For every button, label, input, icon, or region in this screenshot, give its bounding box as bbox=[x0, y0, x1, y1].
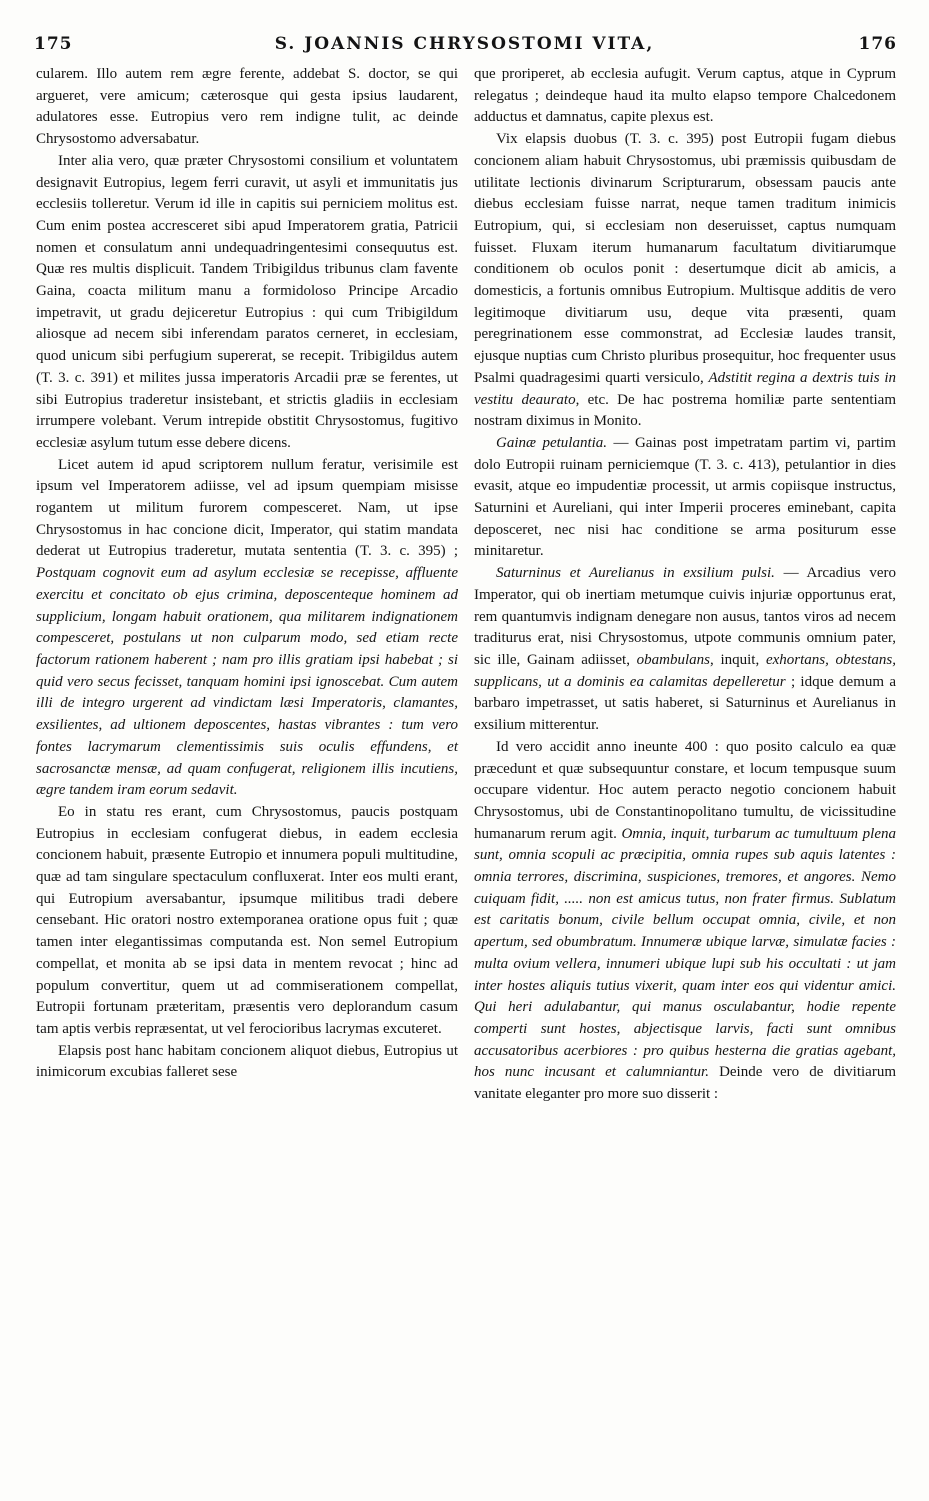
paragraph-text: ; idque demum a barbaro impetrasset, ut satis haberet, si Saturninus et Aurelianus in exsilium mitterentur. bbox=[474, 673, 896, 734]
paragraph: cularem. Illo autem rem ægre ferente, addebat S. doctor, se qui argueret, vere amicum; cæterosque qui gesta ipsius laudarent, adulatores esse. Eutropius vero rem indigne tulit, ac deinde Chrysostomo adversabatur. bbox=[36, 66, 458, 148]
paragraph bbox=[474, 737, 896, 1106]
paragraph-text: Id vero accidit anno ineunte 400 : quo posito calculo ea quæ præcedunt et quæ subsequuntur constare, et locum tempusque suum occupare videntur. Hoc autem peracto negotio concionem habuit Chrysostomus, ubi de Constantinopolitano tumultu, de vicissitudine humanarum rerum agit. bbox=[474, 738, 896, 842]
paragraph bbox=[36, 455, 458, 802]
quotation-italic: obambulans bbox=[636, 651, 710, 668]
paragraph bbox=[474, 129, 896, 433]
paragraph-text: , inquit, bbox=[710, 651, 766, 668]
paragraph: Inter alia vero, quæ præter Chrysostomi consilium et voluntatem designavit Eutropius, legem ferri curavit, ut asyli et immunitatis jus ecclesiis tolleretur. Verum id ille in capitis sui perniciem molitus est. Cum enim postea accresceret sibi apud Imperatorem gratia, Patricii nomen et consulatum anni undequadringentesimi consequutus est. Quæ res multis displicuit. Tandem Tribigildus tribunus clam favente Gaina, coacta militum manu a formidoloso Principe Arcadio impetravit, ut gradu dejiceretur Eutropius : qui cum Tribigildum aliosque ad necem sibi inferendam paratos cerneret, in ecclesiam, quod unicum sibi perfugium supererat, se recepit. Tribigildus autem (T. 3. c. 391) et milites jussa imperatoris Arcadii præ se ferentes, ut sibi Eutropius traderetur insistebant, et strictis gladiis in ecclesiam irrumpere volebant. Verum intrepide obstitit Chrysostomus, fugitivo ecclesiæ asylum tutum esse debere dicens. bbox=[36, 152, 458, 451]
paragraph: Elapsis post hanc habitam concionem aliquot diebus, Eutropius ut inimicorum excubias falleret sese bbox=[36, 1042, 458, 1081]
quotation-italic: Postquam cognovit eum ad asylum ecclesiæ se recepisse, affluente exercitu et concitato ob ejus crimina, deposcenteque hominem ad supplicium, longam habuit orationem, qua militarem indignationem compesceret, postulans ut non culparum modo, sed etiam recte factorum rationem haberent ; nam pro illis gratiam ipsi habebat ; si quid vero secus fecisset, tanquam homini ipsi ignoscebat. Cum autem illi de integro urgerent ad vindictam læsi Imperatoris, clamantes, exsilientes, ad ultionem deposcentes, hastas vibrantes : tum vero fontes lacrymarum clementissimis suis oculis effundens, et sacrosanctæ mensæ, ad quam confugerat, religionem illis incutiens, ægre tandem iram eorum sedavit. bbox=[36, 565, 458, 799]
running-header bbox=[30, 34, 899, 60]
left-column bbox=[36, 64, 458, 1084]
page-number-left: 175 bbox=[34, 34, 73, 54]
section-label: Gainæ petulantia. bbox=[496, 434, 608, 451]
paragraph-text: Deinde vero de divitiarum vanitate eleganter pro more suo disserit : bbox=[474, 1064, 896, 1103]
paragraph bbox=[474, 563, 896, 737]
paragraph-text: — Gainas post impetratam partim vi, partim dolo Eutropii ruinam perniciemque (T. 3. c. 413), petulantior in dies evasit, atque eo impudentiæ processit, ut armis copiisque instructus, Saturnini et Aureliani, qui inter Imperii proceres eminebant, capita deposceret, nec nisi hac conditione se arma positurum esse minitaretur. bbox=[474, 434, 896, 560]
paragraph bbox=[474, 433, 896, 563]
right-column bbox=[474, 64, 896, 1106]
paragraph-text: Vix elapsis duobus (T. 3. c. 395) post Eutropii fugam diebus concionem aliam habuit Chrysostomus, ubi præmissis quibusdam de utilitate lectionis divinarum Scripturarum, obsessam paucis ante diebus ecclesiam fuisse narrat, neque tamen traditum inimicis Eutropium, qui, si ecclesiam non deseruisset, captus numquam fuisset. Fluxam iterum humanarum facultatum divitiarumque conditionem ob oculos ponit : desertumque dicit ab amicis, a domesticis, a fortunis omnibus Eutropium. Multisque additis de vero legitimoque divitiarum usu, deque vita præsenti, quam peregrinationem esse commonstrat, ad Ecclesiæ laudes transit, ejusque nuptias cum Christo pluribus prosequitur, hoc frequenter usus Psalmi quadragesimi quarti versiculo, bbox=[474, 131, 896, 386]
paragraph: que proriperet, ab ecclesia aufugit. Verum captus, atque in Cyprum relegatus ; deindeque haud ita multo elapso tempore Chalcedonem adductus et damnatus, capite plexus est. bbox=[474, 66, 896, 126]
paragraph-text: Licet autem id apud scriptorem nullum feratur, verisimile est ipsum vel Imperatorem adiisse, vel ad ipsum quempiam misisse rogantem ut militum furorem compesceret. Nam, ut ipse Chrysostomus in hac concione dicit, Imperator, qui statim mandata dederat ut Eutropius traderetur, mutata sententia (T. 3. c. 395) ; bbox=[36, 456, 458, 560]
paragraph-text: , etc. De hac postrema homiliæ parte sententiam nostram diximus in Monito. bbox=[474, 391, 896, 430]
psalm-quotation: Adstitit regina a dextris tuis in vestitu deaurato bbox=[474, 369, 897, 408]
paragraph: Eo in statu res erant, cum Chrysostomus, paucis postquam Eutropius in ecclesiam confugerat diebus, in eadem ecclesia concionem habuit, præsente Eutropio et innumera populi multitudine, quæ ad tam singulare spectaculum confluxerat. Inter eos multi erant, qui Eutropium aversabantur, ipsumque militibus tradi debere censebant. Hic oratori nostro extemporanea oratione opus fuit ; quæ tamen inter elegantissimas computanda est. Non semel Eutropium compellat, et monita ab se ipsi data in mentem revocat ; hinc ad populum convertitur, quem ut ad commiserationem compellat, Eutropii fortunam præteritam, præsentis vero deplorandum casum tam aptis verbis repræsentat, ut vel ferocioribus lacrymas excuteret. bbox=[36, 803, 458, 1037]
section-label: Saturninus et Aurelianus in exsilium pulsi. bbox=[496, 565, 775, 582]
quotation-italic: Omnia, inquit, turbarum ac tumultuum plena sunt, omnia scopuli ac præcipitia, omnia rupes sub aquis latentes : omnia terrores, discrimina, suspiciones, tremores, et angores. Nemo cuiquam fidit, ..... non est amicus tutus, non frater firmus. Sublatum est caritatis bonum, civile bellum occupat omnia, civile, et non apertum, sed obumbratum. Innumeræ ubique larvæ, simulatæ facies : multa ovium vellera, innumeri ubique lupi sub his occultati : ut jam inter hostes aliquis tutius vixerit, quam inter eos qui videntur amici. Qui heri adulabantur, qui manus osculabantur, hodie repente comperti sunt hostes, abjectisque larvis, facti sunt omnibus accusatoribus acerbiores : pro quibus hesterna die gratias agebant, hos nunc incusant et calumniantur. bbox=[474, 825, 896, 1081]
paragraph-text: — Arcadius vero Imperator, qui ob inertiam metumque cuivis injuriæ opportunus erat, rem quantumvis indignam denegare non ausus, tantos viros ad necem traditurus erat, nisi Chrysostomus, utpote communis omnium pater, sic ille, Gainam adiisset, bbox=[474, 565, 896, 668]
page-number-right: 176 bbox=[858, 34, 897, 54]
running-title: S. JOANNIS CHRYSOSTOMI VITA, bbox=[274, 34, 655, 54]
quotation-italic: exhortans, obtestans, supplicans, ut a dominis ea calamitas depelleretur bbox=[474, 651, 896, 690]
